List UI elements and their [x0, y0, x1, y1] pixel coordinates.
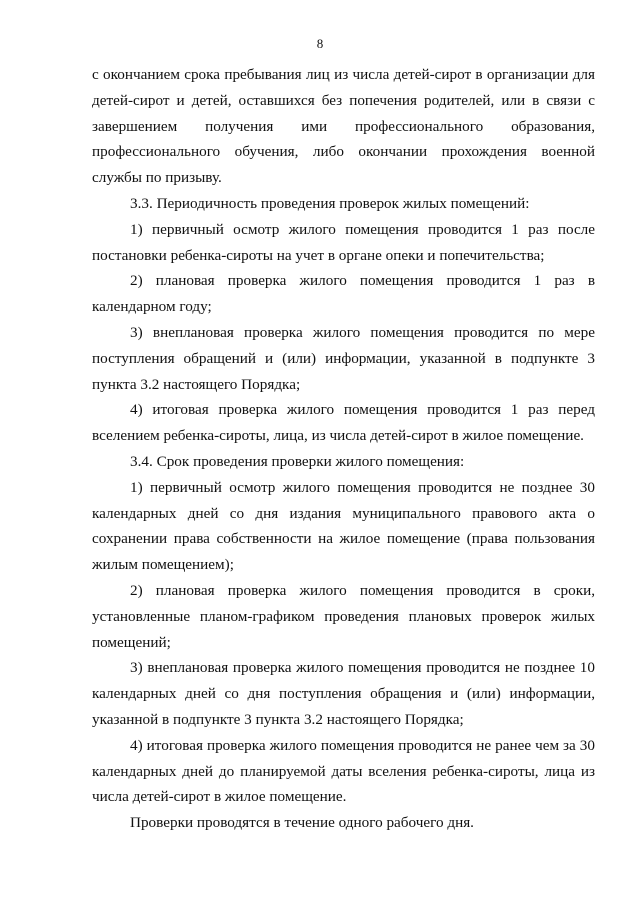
- section-3-3-heading: 3.3. Периодичность проведения проверок жилых помещений:: [130, 194, 530, 212]
- closing-paragraph: Проверки проводятся в течение одного рабочего дня.: [130, 814, 474, 832]
- page-number: 8: [316, 36, 324, 51]
- list-item-3-3-1: 1) первичный осмотр жилого помещения проводится 1 раз после постановки ребенка-сироты на учет в органе опеки и попечительства;: [92, 220, 595, 264]
- list-item-3-4-4: 4) итоговая проверка жилого помещения проводится не ранее чем за 30 календарных дней до планируемой даты вселения ребенка-сироты, лица из числа детей-сирот в жилое помещение.: [92, 736, 595, 806]
- list-item-3-4-3: 3) внеплановая проверка жилого помещения проводится не позднее 10 календарных дней со дня поступления обращения и (или) информации, указанной в подпункте 3 пункта 3.2 настоящего Порядка;: [92, 659, 595, 728]
- document-body: [92, 62, 595, 836]
- section-3-4-heading: 3.4. Срок проведения проверки жилого помещения:: [130, 452, 465, 470]
- list-item-3-4-2: 2) плановая проверка жилого помещения проводится в сроки, установленные планом-графиком проведения плановых проверок жилых помещений;: [92, 581, 595, 651]
- list-item-3-4-1: 1) первичный осмотр жилого помещения проводится не позднее 30 календарных дней со дня издания муниципального правового акта о сохранении права собственности на жилое помещение (права пользования жилым помещением);: [92, 478, 595, 574]
- list-item-3-3-4: 4) итоговая проверка жилого помещения проводится 1 раз перед вселением ребенка-сироты, лица, из числа детей-сирот в жилое помещение.: [92, 401, 595, 445]
- list-item-3-3-2: 2) плановая проверка жилого помещения проводится 1 раз в календарном году;: [92, 272, 595, 316]
- list-item-3-3-3: 3) внеплановая проверка жилого помещения проводится по мере поступления обращений и (или) информации, указанной в подпункте 3 пункта 3.2 настоящего Порядка;: [92, 323, 595, 393]
- paragraph-continuation: с окончанием срока пребывания лиц из числа детей-сирот в организации для детей-сирот и детей, оставшихся без попечения родителей, или в связи с завершением получения ими профессионального образования, профессионального обучения, либо окончании прохождения военной службы по призыву.: [92, 66, 595, 187]
